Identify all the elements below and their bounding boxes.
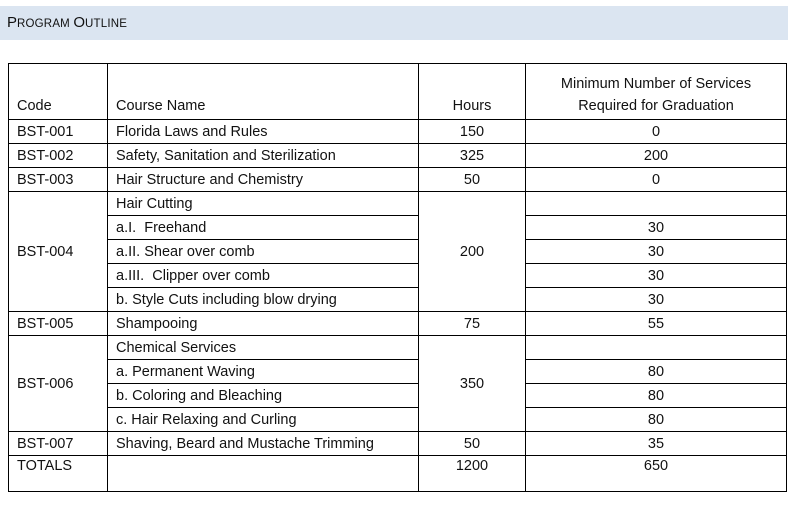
hours-cell: 325 [419, 144, 526, 168]
min-services-cell: 55 [526, 312, 787, 336]
hours-cell: 200 [419, 192, 526, 312]
hours-cell: 50 [419, 432, 526, 456]
table-row [9, 360, 787, 384]
min-services-cell: 30 [526, 216, 787, 240]
code-cell: BST-003 [9, 168, 108, 192]
course-name-cell: Shaving, Beard and Mustache Trimming [108, 432, 419, 456]
course-name-cell: Shampooing [108, 312, 419, 336]
table-row [9, 216, 787, 240]
section-title: PROGRAM OUTLINE [7, 14, 128, 31]
min-services-cell: 200 [526, 144, 787, 168]
course-name-cell: Safety, Sanitation and Sterilization [108, 144, 419, 168]
totals-row [9, 456, 787, 492]
course-name-cell: b. Coloring and Bleaching [108, 384, 419, 408]
column-header-course-name: Course Name [108, 64, 419, 120]
program-outline-table [8, 63, 787, 492]
table-row [9, 144, 787, 168]
table-row [9, 264, 787, 288]
min-services-cell: 0 [526, 120, 787, 144]
totals-hours: 1200 [419, 456, 526, 492]
hours-cell: 350 [419, 336, 526, 432]
course-name-cell: a.III. Clipper over comb [108, 264, 419, 288]
totals-min-services: 650 [526, 456, 787, 492]
table-row [9, 168, 787, 192]
code-cell: BST-002 [9, 144, 108, 168]
section-header [0, 6, 788, 40]
min-services-cell: 30 [526, 240, 787, 264]
course-name-cell: a. Permanent Waving [108, 360, 419, 384]
course-name-cell: b. Style Cuts including blow drying [108, 288, 419, 312]
table-row [9, 312, 787, 336]
min-services-cell [526, 192, 787, 216]
column-header-code: Code [9, 64, 108, 120]
hours-cell: 75 [419, 312, 526, 336]
table-row [9, 432, 787, 456]
min-services-cell: 80 [526, 360, 787, 384]
min-services-cell: 80 [526, 408, 787, 432]
code-cell: BST-004 [9, 192, 108, 312]
table-row [9, 336, 787, 360]
table-row [9, 408, 787, 432]
course-name-cell: c. Hair Relaxing and Curling [108, 408, 419, 432]
totals-label: TOTALS [9, 456, 108, 492]
course-name-cell: Hair Structure and Chemistry [108, 168, 419, 192]
course-name-cell: a.I. Freehand [108, 216, 419, 240]
code-cell: BST-005 [9, 312, 108, 336]
table-header-row [9, 64, 787, 120]
column-header-minimum-services: Minimum Number of Services Required for Graduation [526, 64, 787, 120]
min-services-cell: 0 [526, 168, 787, 192]
min-services-cell: 80 [526, 384, 787, 408]
min-services-cell: 30 [526, 264, 787, 288]
table-row [9, 240, 787, 264]
course-name-cell: Hair Cutting [108, 192, 419, 216]
table-row [9, 384, 787, 408]
table-row [9, 192, 787, 216]
course-name-cell: Florida Laws and Rules [108, 120, 419, 144]
hours-cell: 150 [419, 120, 526, 144]
course-name-cell: Chemical Services [108, 336, 419, 360]
table-row [9, 288, 787, 312]
code-cell: BST-007 [9, 432, 108, 456]
min-services-cell: 35 [526, 432, 787, 456]
hours-cell: 50 [419, 168, 526, 192]
totals-name-cell [108, 456, 419, 492]
table-row [9, 120, 787, 144]
course-name-cell: a.II. Shear over comb [108, 240, 419, 264]
min-services-cell [526, 336, 787, 360]
column-header-hours: Hours [419, 64, 526, 120]
code-cell: BST-001 [9, 120, 108, 144]
code-cell: BST-006 [9, 336, 108, 432]
min-services-cell: 30 [526, 288, 787, 312]
